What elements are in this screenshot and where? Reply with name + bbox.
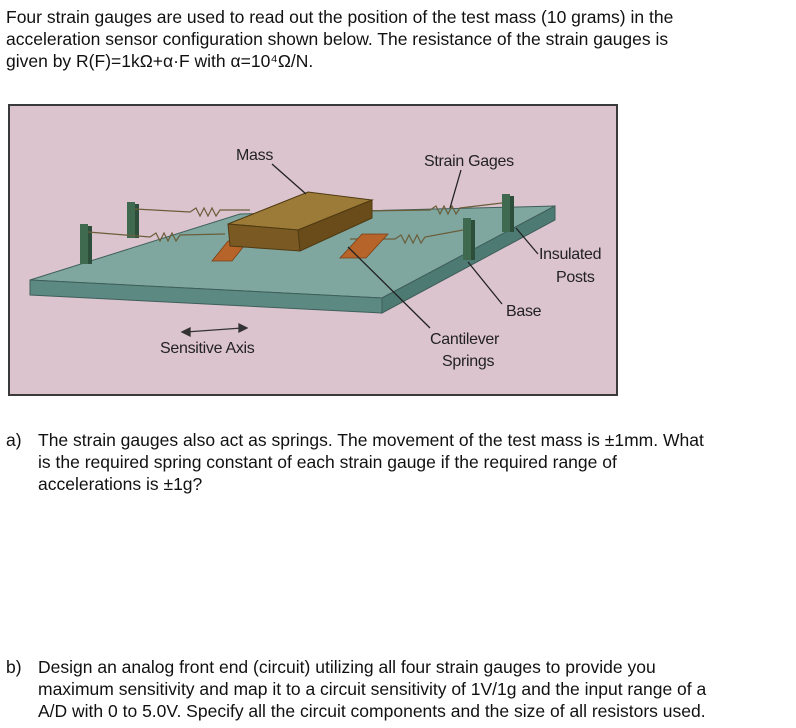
question-a-line-1: The strain gauges also act as springs. The movement of the test mass is ±1mm. What (38, 430, 704, 450)
accelerometer-figure (8, 104, 618, 396)
gage-wire-left-back (135, 208, 250, 216)
question-b-line-2: maximum sensitivity and map it to a circuit sensitivity of 1V/1g and the input range of a (38, 679, 707, 699)
question-a (6, 429, 792, 495)
leader-base (468, 262, 502, 304)
problem-line-1: Four strain gauges are used to read out the position of the test mass (10 grams) in the (6, 7, 674, 27)
question-a-line-3: accelerations is ±1g? (38, 474, 203, 494)
label-cantilever: Cantilever (430, 331, 500, 348)
question-b-tag: b) (6, 657, 22, 677)
label-posts: Posts (556, 269, 595, 286)
label-springs: Springs (442, 353, 495, 370)
sensitive-axis-arrow (182, 324, 247, 336)
label-strain-gages: Strain Gages (424, 153, 514, 170)
post-right-front (463, 218, 475, 260)
post-right-back (502, 194, 514, 232)
question-a-line-2: is the required spring constant of each strain gauge if the required range of (38, 452, 617, 472)
label-sensitive-axis: Sensitive Axis (160, 340, 255, 357)
leader-strain-gages (450, 170, 461, 208)
question-b (6, 656, 792, 722)
problem-statement (6, 6, 790, 72)
question-b-line-1: Design an analog front end (circuit) utilizing all four strain gauges to provide you (38, 657, 656, 677)
label-base: Base (506, 303, 542, 320)
question-a-tag: a) (6, 430, 22, 450)
label-mass: Mass (236, 147, 274, 164)
problem-line-2: acceleration sensor configuration shown below. The resistance of the strain gauges is (6, 29, 669, 49)
accelerometer-diagram (10, 106, 616, 394)
post-left-front (80, 224, 92, 264)
problem-line-3: given by R(F)=1kΩ+α·F with α=10⁴Ω/N. (6, 51, 314, 71)
post-left-back (127, 202, 139, 238)
leader-mass (272, 164, 306, 194)
label-insulated: Insulated (539, 246, 602, 263)
question-b-line-3: A/D with 0 to 5.0V. Specify all the circuit components and the size of all resistors used. (38, 701, 706, 721)
